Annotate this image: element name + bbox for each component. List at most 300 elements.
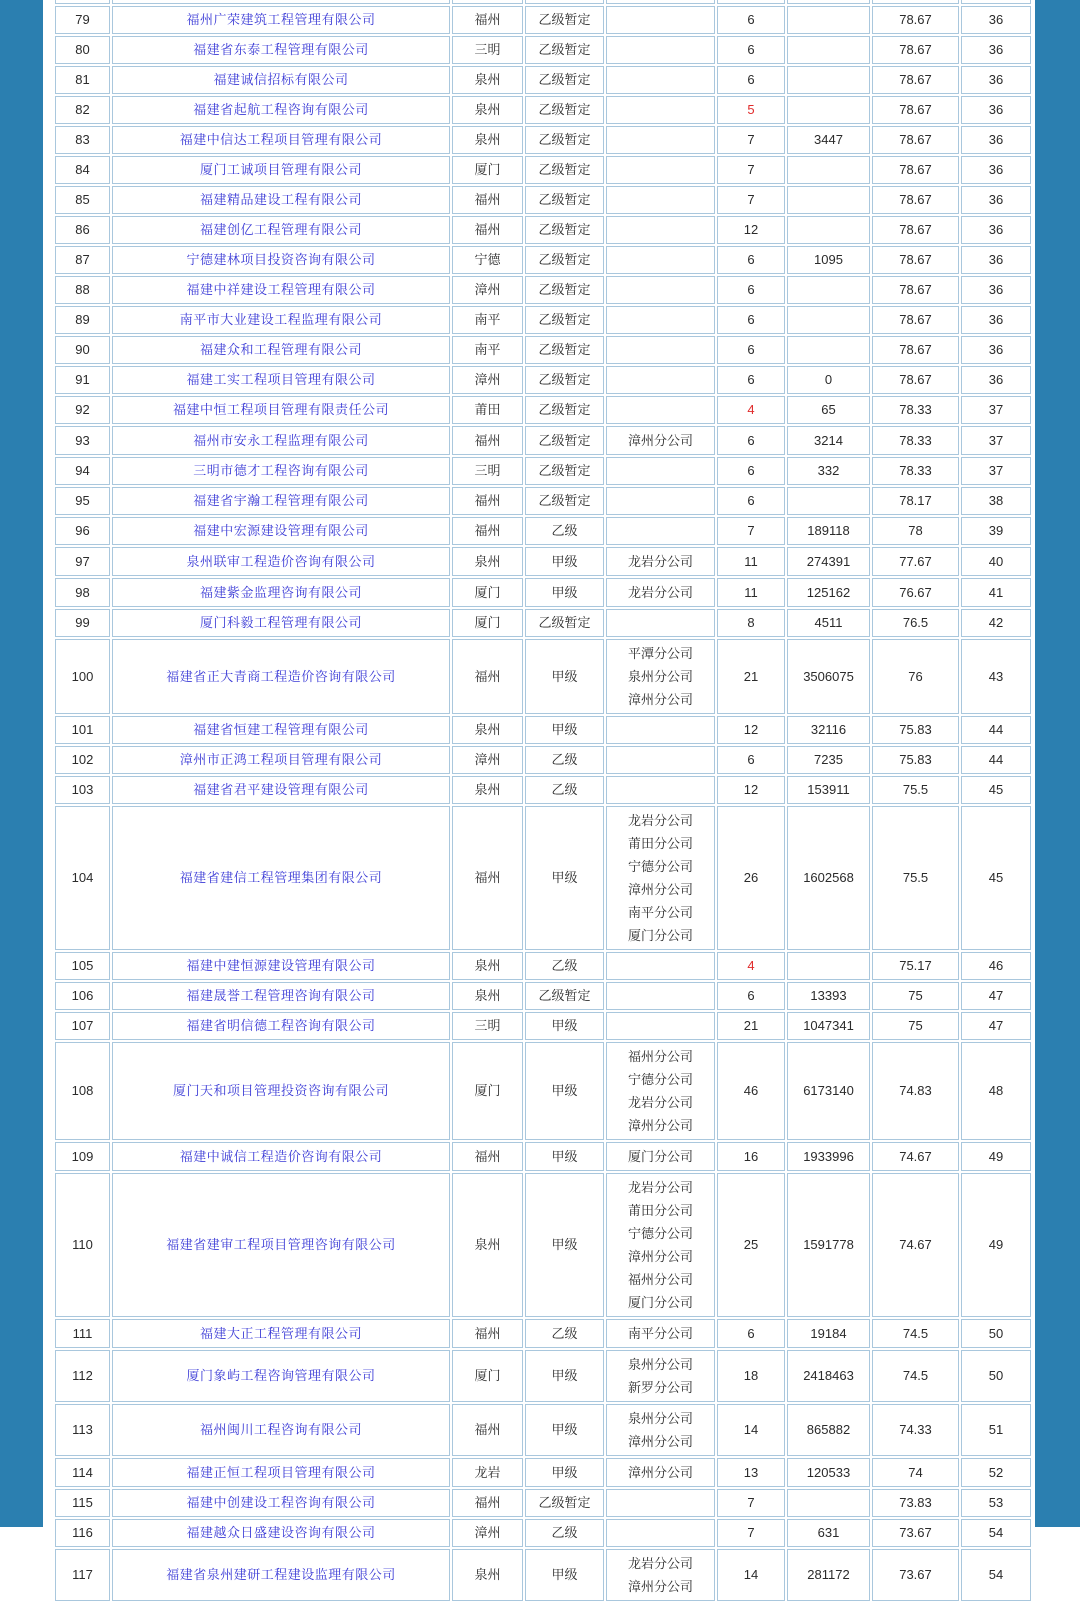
table-row: [55, 487, 1031, 515]
rank-cell: 45: [961, 806, 1031, 950]
company-cell: [112, 306, 450, 334]
branch-line: 泉州分公司: [627, 1411, 693, 1426]
row-number-cell: 103: [55, 776, 110, 804]
grade-cell: 乙级暂定: [525, 96, 604, 124]
branch-line: 漳州分公司: [627, 1118, 693, 1133]
company-cell: [112, 366, 450, 394]
company-link[interactable]: 福建中信达工程项目管理有限公司: [179, 132, 383, 147]
count-cell: 6: [717, 306, 785, 334]
table-row: [55, 36, 1031, 64]
grade-cell: 乙级暂定: [525, 306, 604, 334]
branch-line: 漳州分公司: [627, 1249, 693, 1264]
score-cell: 78.67: [872, 216, 959, 244]
score-cell: 75.5: [872, 776, 959, 804]
score-cell: 78.67: [872, 186, 959, 214]
company-link[interactable]: 福建正恒工程项目管理有限公司: [186, 1464, 376, 1480]
row-number-cell: 107: [55, 1012, 110, 1040]
score-cell: 78.33: [872, 426, 959, 455]
city-cell: 福州: [452, 6, 523, 34]
score-cell: 78.33: [872, 396, 959, 424]
branch-line: 漳州分公司: [627, 1579, 693, 1594]
rank-cell: 36: [961, 36, 1031, 64]
score-cell: 78.67: [872, 306, 959, 334]
row-number-cell: 88: [55, 276, 110, 304]
rank-cell: 49: [961, 1142, 1031, 1171]
count-cell: 4: [717, 952, 785, 980]
company-cell: [112, 186, 450, 214]
company-link[interactable]: 福建省起航工程咨询有限公司: [193, 102, 369, 117]
grade-cell: 甲级: [525, 1404, 604, 1456]
branch-cell: [606, 547, 715, 576]
grade-cell: 乙级暂定: [525, 336, 604, 364]
row-number-cell: 111: [55, 1319, 110, 1348]
rank-cell: 41: [961, 578, 1031, 607]
company-cell: [112, 246, 450, 274]
company-cell: [112, 66, 450, 94]
city-cell: 漳州: [452, 1519, 523, 1547]
company-link[interactable]: 福建省恒建工程管理有限公司: [193, 722, 369, 737]
count-cell: 5: [717, 96, 785, 124]
company-cell: [112, 426, 450, 455]
company-link[interactable]: 厦门天和项目管理投资咨询有限公司: [172, 1083, 389, 1098]
row-number-cell: 113: [55, 1404, 110, 1456]
rank-cell: 38: [961, 487, 1031, 515]
count-cell: 21: [717, 639, 785, 714]
company-link[interactable]: 福建创亿工程管理有限公司: [199, 222, 362, 237]
score-cell: 74.67: [872, 1173, 959, 1317]
score-cell: 73.67: [872, 1519, 959, 1547]
company-link[interactable]: 福建工实工程项目管理有限公司: [186, 372, 376, 387]
company-cell: [112, 1404, 450, 1456]
company-link[interactable]: 福建中祥建设工程管理有限公司: [186, 282, 376, 297]
count-cell: 14: [717, 1549, 785, 1601]
company-cell: [112, 126, 450, 154]
company-link[interactable]: 三明市德才工程咨询有限公司: [193, 463, 369, 478]
branch-cell: [606, 457, 715, 485]
branch-cell: [606, 1489, 715, 1517]
branch-cell: [606, 186, 715, 214]
company-cell: [112, 1350, 450, 1402]
company-cell: [112, 1519, 450, 1547]
city-cell: 泉州: [452, 776, 523, 804]
row-number-cell: 115: [55, 1489, 110, 1517]
branch-cell: [606, 66, 715, 94]
table-row: [55, 1012, 1031, 1040]
score-cell: 78.33: [872, 457, 959, 485]
table-row: [55, 366, 1031, 394]
company-cell: [112, 578, 450, 607]
city-cell: 南平: [452, 306, 523, 334]
company-link[interactable]: 福建省泉州建研工程建设监理有限公司: [166, 1567, 396, 1582]
company-link[interactable]: 福建大正工程管理有限公司: [199, 1325, 362, 1341]
count-cell: 12: [717, 716, 785, 744]
count-cell: 6: [717, 36, 785, 64]
row-number-cell: 92: [55, 396, 110, 424]
grade-cell: 乙级暂定: [525, 6, 604, 34]
city-cell: 厦门: [452, 1042, 523, 1140]
rank-cell: 36: [961, 216, 1031, 244]
amount-cell: 1591778: [787, 1173, 870, 1317]
amount-cell: 332: [787, 457, 870, 485]
branch-line: 厦门分公司: [627, 1149, 693, 1164]
company-link[interactable]: 福建省明信德工程咨询有限公司: [186, 1018, 376, 1033]
rank-cell: 36: [961, 306, 1031, 334]
company-link[interactable]: 厦门工诚项目管理有限公司: [199, 162, 362, 177]
grade-cell: 乙级暂定: [525, 982, 604, 1010]
row-number-cell: 89: [55, 306, 110, 334]
city-cell: 福州: [452, 517, 523, 545]
grade-cell: 乙级: [525, 776, 604, 804]
row-number-cell: 95: [55, 487, 110, 515]
amount-cell: 6173140: [787, 1042, 870, 1140]
city-cell: 福州: [452, 1489, 523, 1517]
score-cell: 78.67: [872, 366, 959, 394]
score-cell: 74.83: [872, 1042, 959, 1140]
company-link[interactable]: 宁德建林项目投资咨询有限公司: [186, 252, 376, 267]
branch-line: 宁德分公司: [627, 1072, 693, 1087]
grade-cell: 乙级暂定: [525, 66, 604, 94]
count-cell: 7: [717, 126, 785, 154]
row-number-cell: 104: [55, 806, 110, 950]
branch-cell: [606, 517, 715, 545]
row-number-cell: 106: [55, 982, 110, 1010]
rank-cell: 36: [961, 276, 1031, 304]
score-cell: 75.83: [872, 746, 959, 774]
city-cell: 泉州: [452, 716, 523, 744]
score-cell: 74.5: [872, 1319, 959, 1348]
table-row: [55, 746, 1031, 774]
city-cell: 福州: [452, 216, 523, 244]
table-row: [55, 776, 1031, 804]
grade-cell: 乙级暂定: [525, 156, 604, 184]
company-cell: [112, 776, 450, 804]
amount-cell: 1047341: [787, 1012, 870, 1040]
grade-cell: 乙级: [525, 517, 604, 545]
company-link[interactable]: 福州市安永工程监理有限公司: [193, 432, 369, 448]
count-cell: 6: [717, 6, 785, 34]
company-link[interactable]: 福建省东泰工程管理有限公司: [193, 42, 369, 57]
branch-line: 南平分公司: [627, 905, 693, 920]
grade-cell: 乙级暂定: [525, 609, 604, 637]
branch-line: 莆田分公司: [627, 1203, 693, 1218]
company-cell: [112, 982, 450, 1010]
branch-line: 龙岩分公司: [627, 1556, 693, 1571]
branch-cell: [606, 36, 715, 64]
city-cell: 福州: [452, 1142, 523, 1171]
company-cell: [112, 609, 450, 637]
amount-cell: [787, 306, 870, 334]
count-cell: 6: [717, 66, 785, 94]
row-number-cell: 80: [55, 36, 110, 64]
branch-cell: [606, 276, 715, 304]
row-number-cell: 87: [55, 246, 110, 274]
branch-cell: [606, 1012, 715, 1040]
count-cell: 12: [717, 216, 785, 244]
branch-line: 厦门分公司: [627, 1295, 693, 1310]
branch-cell: [606, 952, 715, 980]
company-link[interactable]: 福建中诚信工程造价咨询有限公司: [179, 1148, 383, 1164]
branch-cell: [606, 426, 715, 455]
company-cell: [112, 156, 450, 184]
count-cell: 6: [717, 246, 785, 274]
company-cell: [112, 746, 450, 774]
grade-cell: 乙级暂定: [525, 1489, 604, 1517]
rank-cell: 51: [961, 1404, 1031, 1456]
company-link[interactable]: 厦门象屿工程咨询管理有限公司: [186, 1368, 376, 1383]
count-cell: 7: [717, 156, 785, 184]
company-cell: [112, 1042, 450, 1140]
row-number-cell: 90: [55, 336, 110, 364]
branch-cell: [606, 1404, 715, 1456]
company-link[interactable]: 漳州市正鸿工程项目管理有限公司: [179, 752, 383, 767]
rank-cell: 42: [961, 609, 1031, 637]
rank-cell: 37: [961, 457, 1031, 485]
count-cell: 6: [717, 1319, 785, 1348]
company-link[interactable]: 福建越众日盛建设咨询有限公司: [186, 1525, 376, 1540]
company-cell: [112, 276, 450, 304]
count-cell: 6: [717, 336, 785, 364]
table-row: [55, 457, 1031, 485]
branch-line: 龙岩分公司: [627, 1180, 693, 1195]
city-cell: 龙岩: [452, 1458, 523, 1487]
branch-cell: [606, 1549, 715, 1601]
row-number-cell: 94: [55, 457, 110, 485]
branch-cell: [606, 1142, 715, 1171]
amount-cell: 4511: [787, 609, 870, 637]
count-cell: 7: [717, 186, 785, 214]
company-link[interactable]: 福州闽川工程咨询有限公司: [199, 1422, 362, 1437]
row-number-cell: 117: [55, 1549, 110, 1601]
score-cell: 75: [872, 982, 959, 1010]
count-cell: 26: [717, 806, 785, 950]
table-row: [55, 517, 1031, 545]
right-blue-stripe: [1035, 0, 1080, 1527]
score-cell: 74: [872, 1458, 959, 1487]
table-row: [55, 609, 1031, 637]
count-cell: 6: [717, 746, 785, 774]
city-cell: 泉州: [452, 96, 523, 124]
score-cell: 75.83: [872, 716, 959, 744]
company-link[interactable]: 福建省宇瀚工程管理有限公司: [193, 493, 369, 508]
branch-cell: [606, 1042, 715, 1140]
rank-cell: 46: [961, 952, 1031, 980]
city-cell: 福州: [452, 487, 523, 515]
table-row: [55, 806, 1031, 950]
city-cell: 厦门: [452, 156, 523, 184]
table-row: [55, 716, 1031, 744]
row-number-cell: 100: [55, 639, 110, 714]
amount-cell: 1602568: [787, 806, 870, 950]
branch-line: 南平分公司: [627, 1326, 693, 1341]
score-cell: 75.5: [872, 806, 959, 950]
rank-cell: 36: [961, 6, 1031, 34]
branch-line: 龙岩分公司: [627, 585, 693, 600]
grade-cell: 乙级暂定: [525, 457, 604, 485]
city-cell: 厦门: [452, 609, 523, 637]
rank-cell: 44: [961, 746, 1031, 774]
grade-cell: 乙级暂定: [525, 426, 604, 455]
company-link[interactable]: 福建紫金监理咨询有限公司: [199, 584, 362, 600]
company-link[interactable]: 福建省建审工程项目管理咨询有限公司: [166, 1237, 396, 1252]
company-link[interactable]: 福建精品建设工程有限公司: [199, 192, 362, 207]
city-cell: 泉州: [452, 1173, 523, 1317]
company-link[interactable]: 福建中建恒源建设管理有限公司: [186, 958, 376, 973]
score-cell: 76.67: [872, 578, 959, 607]
row-number-cell: 85: [55, 186, 110, 214]
count-cell: 8: [717, 609, 785, 637]
company-link[interactable]: 泉州联审工程造价咨询有限公司: [186, 553, 376, 569]
amount-cell: 281172: [787, 1549, 870, 1601]
branch-line: 漳州分公司: [627, 433, 693, 448]
city-cell: 厦门: [452, 578, 523, 607]
count-cell: 7: [717, 517, 785, 545]
company-cell: [112, 6, 450, 34]
branch-cell: [606, 578, 715, 607]
row-number-cell: 96: [55, 517, 110, 545]
branch-line: 宁德分公司: [627, 859, 693, 874]
branch-line: 宁德分公司: [627, 1226, 693, 1241]
grade-cell: 甲级: [525, 1350, 604, 1402]
score-cell: 78.67: [872, 276, 959, 304]
grade-cell: 乙级: [525, 746, 604, 774]
amount-cell: 13393: [787, 982, 870, 1010]
rank-cell: 47: [961, 1012, 1031, 1040]
grade-cell: 乙级暂定: [525, 276, 604, 304]
amount-cell: 32116: [787, 716, 870, 744]
branch-line: 漳州分公司: [627, 1434, 693, 1449]
left-blue-stripe: [0, 0, 43, 1527]
grade-cell: 甲级: [525, 1142, 604, 1171]
table-row: [55, 1350, 1031, 1402]
branch-line: 漳州分公司: [627, 692, 693, 707]
company-ranking-table: [53, 0, 1033, 1603]
city-cell: 三明: [452, 1012, 523, 1040]
count-cell: 11: [717, 578, 785, 607]
company-link[interactable]: 福建诚信招标有限公司: [213, 72, 349, 87]
count-cell: 16: [717, 1142, 785, 1171]
company-cell: [112, 1173, 450, 1317]
branch-line: 龙岩分公司: [627, 554, 693, 569]
branch-cell: [606, 396, 715, 424]
city-cell: 泉州: [452, 126, 523, 154]
table-row: [55, 396, 1031, 424]
company-link[interactable]: 福建省建信工程管理集团有限公司: [179, 870, 383, 885]
row-number-cell: 93: [55, 426, 110, 455]
row-number-cell: 98: [55, 578, 110, 607]
grade-cell: 甲级: [525, 639, 604, 714]
company-link[interactable]: 福州广荣建筑工程管理有限公司: [186, 12, 376, 27]
table-row: [55, 276, 1031, 304]
company-cell: [112, 336, 450, 364]
score-cell: 78.67: [872, 156, 959, 184]
table-row: [55, 1519, 1031, 1547]
company-link[interactable]: 福建中宏源建设管理有限公司: [193, 523, 369, 538]
branch-line: 泉州分公司: [627, 1357, 693, 1372]
company-link[interactable]: 南平市大业建设工程监理有限公司: [179, 312, 383, 327]
company-link[interactable]: 厦门科毅工程管理有限公司: [199, 615, 362, 630]
count-cell: 6: [717, 366, 785, 394]
amount-cell: 3214: [787, 426, 870, 455]
company-link[interactable]: 福建省正大青商工程造价咨询有限公司: [166, 668, 396, 684]
amount-cell: [787, 336, 870, 364]
company-link[interactable]: 福建中创建设工程咨询有限公司: [186, 1495, 376, 1510]
city-cell: 泉州: [452, 1549, 523, 1601]
amount-cell: 274391: [787, 547, 870, 576]
city-cell: 漳州: [452, 366, 523, 394]
row-number-cell: 83: [55, 126, 110, 154]
branch-cell: [606, 96, 715, 124]
amount-cell: [787, 1489, 870, 1517]
company-cell: [112, 216, 450, 244]
count-cell: 6: [717, 982, 785, 1010]
score-cell: 78.67: [872, 126, 959, 154]
city-cell: 厦门: [452, 1350, 523, 1402]
city-cell: 宁德: [452, 246, 523, 274]
row-number-cell: 114: [55, 1458, 110, 1487]
rank-cell: 36: [961, 186, 1031, 214]
rank-cell: 50: [961, 1350, 1031, 1402]
company-link[interactable]: 福建众和工程管理有限公司: [199, 342, 362, 357]
branch-cell: [606, 639, 715, 714]
rank-cell: 36: [961, 246, 1031, 274]
amount-cell: [787, 186, 870, 214]
amount-cell: [787, 66, 870, 94]
branch-cell: [606, 6, 715, 34]
amount-cell: [787, 276, 870, 304]
company-link[interactable]: 福建中恒工程项目管理有限责任公司: [172, 402, 389, 417]
row-number-cell: 101: [55, 716, 110, 744]
count-cell: 4: [717, 396, 785, 424]
score-cell: 75.17: [872, 952, 959, 980]
amount-cell: [787, 96, 870, 124]
branch-cell: [606, 306, 715, 334]
branch-cell: [606, 746, 715, 774]
table-row: [55, 952, 1031, 980]
score-cell: 74.33: [872, 1404, 959, 1456]
company-cell: [112, 639, 450, 714]
branch-cell: [606, 1519, 715, 1547]
branch-line: 漳州分公司: [627, 1465, 693, 1480]
company-cell: [112, 457, 450, 485]
city-cell: 福州: [452, 1319, 523, 1348]
branch-line: 莆田分公司: [627, 836, 693, 851]
city-cell: 福州: [452, 186, 523, 214]
city-cell: 莆田: [452, 396, 523, 424]
branch-cell: [606, 776, 715, 804]
city-cell: 福州: [452, 1404, 523, 1456]
amount-cell: 1095: [787, 246, 870, 274]
company-cell: [112, 952, 450, 980]
city-cell: 福州: [452, 426, 523, 455]
city-cell: 泉州: [452, 547, 523, 576]
amount-cell: 153911: [787, 776, 870, 804]
grade-cell: 乙级暂定: [525, 487, 604, 515]
rank-cell: 49: [961, 1173, 1031, 1317]
grade-cell: 甲级: [525, 716, 604, 744]
table-row: [55, 66, 1031, 94]
company-link[interactable]: 福建省君平建设管理有限公司: [193, 782, 369, 797]
company-link[interactable]: 福建晟誉工程管理咨询有限公司: [186, 988, 376, 1003]
table-row: [55, 336, 1031, 364]
branch-line: 泉州分公司: [627, 669, 693, 684]
table-row: [55, 1458, 1031, 1487]
count-cell: 14: [717, 1404, 785, 1456]
score-cell: 76: [872, 639, 959, 714]
branch-line: 厦门分公司: [627, 928, 693, 943]
grade-cell: 甲级: [525, 806, 604, 950]
count-cell: 6: [717, 487, 785, 515]
branch-cell: [606, 1319, 715, 1348]
